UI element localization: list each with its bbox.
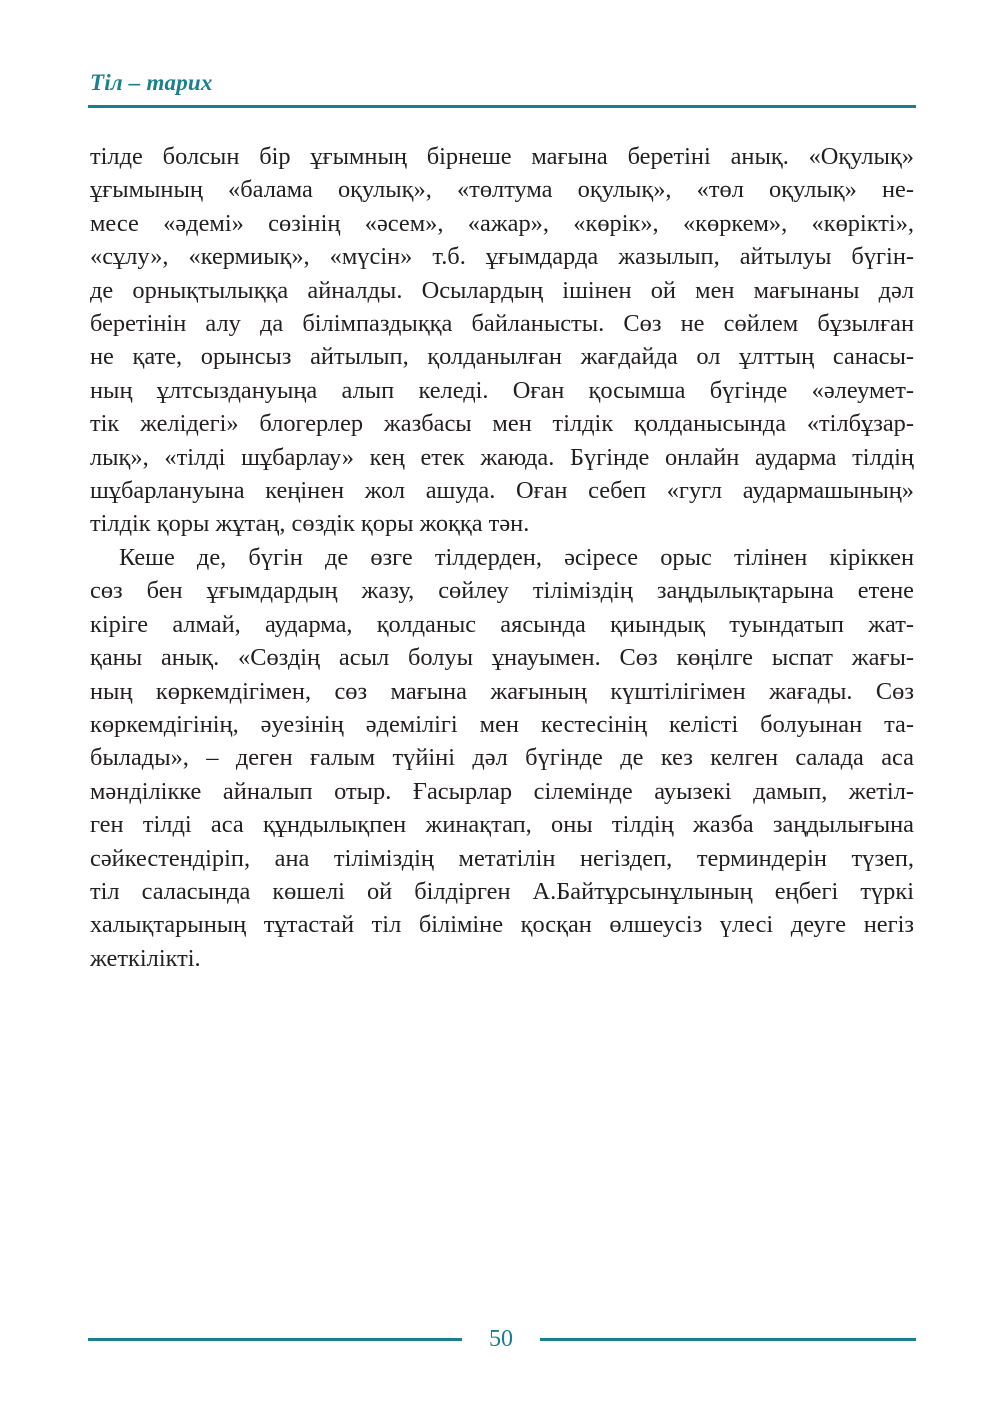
footer-divider-right [540,1338,916,1341]
text-line: сәйкестендіріп, ана тіліміздің метатілін негіздеп, терминдерін түзеп, [90,844,914,872]
text-line: тілдік қоры жұтаң, сөздік қоры жоққа тән. [90,510,530,538]
text-line: «сұлу», «кермиық», «мүсін» т.б. ұғымдарда жазылып, айтылуы бүгін- [90,243,914,271]
text-line: кіріге алмай, аударма, қолданыс аясында қиындық туындатып жат- [90,610,914,638]
paragraph [90,140,914,541]
page-number: 50 [489,1326,513,1352]
text-line: ның көркемдігімен, сөз мағына жағының күштілігімен жағады. Сөз [90,677,914,705]
text-line: ның ұлтсыздануыңа алып келеді. Оған қосымша бүгінде «әлеумет- [90,376,914,404]
paragraph [90,541,914,975]
text-line: ген тілді аса құндылықпен жинақтап, оны тілдің жазба заңдылығына [90,811,914,839]
text-line: лық», «тілді шұбарлау» кең етек жаюда. Бүгінде онлайн аударма тілдің [90,443,914,471]
running-header-title: Тіл – тарих [90,70,213,95]
header-divider [88,105,916,108]
text-line: мәнділікке айналып отыр. Ғасырлар сілемінде ауызекі дамып, жетіл- [90,777,914,805]
text-line: көркемдігінің, әуезінің әдемілігі мен кестесінің келісті болуынан та- [90,710,914,738]
text-line: ұғымының «балама оқулық», «төлтума оқулық», «төл оқулық» не- [90,176,914,204]
text-line: былады», – деген ғалым түйіні дәл бүгінде де кез келген салада аса [90,744,914,772]
body-text [90,140,914,975]
text-line: беретінін алу да білімпаздыққа байланысты. Сөз не сөйлем бұзылған [90,310,914,338]
text-line: қаны анық. «Сөздің асыл болуы ұнауымен. Сөз көңілге ыспат жағы- [90,644,914,672]
text-line: тіл саласында көшелі ой білдірген А.Байтұрсынұлының еңбегі түркі [90,877,914,905]
text-line: жеткілікті. [90,944,201,972]
text-line: тік желідегі» блогерлер жазбасы мен тілдік қолданысында «тілбұзар- [90,410,914,438]
text-line: месе «әдемі» сөзінің «әсем», «ажар», «көрік», «көркем», «көрікті», [90,209,914,237]
text-line: не қате, орынсыз айтылып, қолданылған жағдайда ол ұлттың санасы- [90,343,914,371]
text-line: сөз бен ұғымдардың жазу, сөйлеу тіліміздің заңдылықтарына етене [90,577,914,605]
text-line: Кеше де, бүгін де өзге тілдерден, әсіресе орыс тілінен кіріккен [119,543,914,571]
text-line: халықтарының тұтастай тіл біліміне қосқан өлшеусіз үлесі деуге негіз [90,911,914,939]
text-line: тілде болсын бір ұғымның бірнеше мағына беретіні анық. «Оқулық» [90,143,914,170]
text-line: де орнықтылыққа айналды. Осылардың ішінен ой мен мағынаны дәл [90,276,914,304]
text-line: шұбарлануына кеңінен жол ашуда. Оған себеп «гугл аудармашының» [90,477,914,505]
footer-divider-left [88,1338,462,1341]
